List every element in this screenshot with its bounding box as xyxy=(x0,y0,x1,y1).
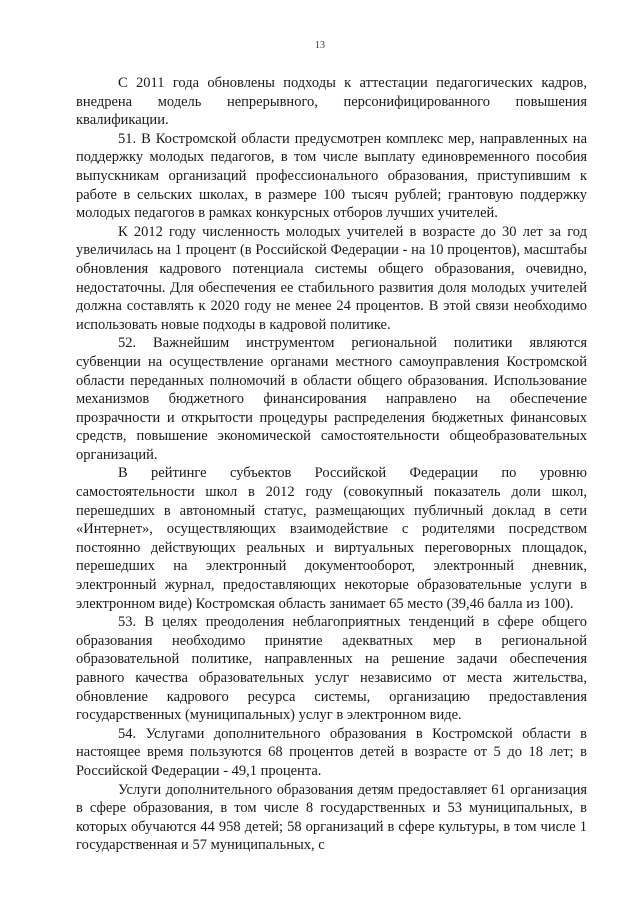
page-number: 13 xyxy=(315,40,325,51)
paragraph-attestation: С 2011 года обновлены подходы к аттестации педагогических кадров, внедрена модель непрерывного, персонифицированного повышения квалификации. xyxy=(76,75,587,129)
paragraph-54-additional-education: 54. Услугами дополнительного образования в Костромской области в настоящее время пользуются 68 процентов детей в возрасте от 5 до 18 лет; в Российской Федерации - 49,1 процента. xyxy=(76,725,587,779)
paragraph-53-measures: 53. В целях преодоления неблагоприятных тенденций в сфере общего образования необходимо принятие адекватных мер в региональной образовательной политике, направленных на решение задачи обеспечения равного качества образовательных услуг независимо от места жительства, обновление кадрового ресурса системы, организацию предоставления государственных (муниципальных) услуг в электронном виде. xyxy=(76,614,587,724)
paragraph-young-teachers-share: К 2012 году численность молодых учителей в возрасте до 30 лет за год увеличилась на 1 процент (в Российской Федерации - на 10 процентов), масштабы обновления кадрового потенциала системы общего образования, очевидно, недостаточны. Для обеспечения ее стабильного развития доля молодых учителей должна составлять к 2020 году не менее 24 процентов. В этой связи необходимо использовать новые подходы в кадровой политике. xyxy=(76,223,587,333)
document-body xyxy=(76,74,587,855)
paragraph-52-subventions: 52. Важнейшим инструментом региональной политики являются субвенции на осуществление органами местного самоуправления Костромской области переданных полномочий в области общего образования. Использование механизмов бюджетного финансирования направлено на обеспечение прозрачности и открытости процедуры распределения бюджетных финансовых средств, повышение экономической самостоятельности общеобразовательных организаций. xyxy=(76,335,587,463)
paragraph-51-young-teachers-support: 51. В Костромской области предусмотрен комплекс мер, направленных на поддержку молодых педагогов, в том числе выплату единовременного пособия выпускникам организаций профессионального образования, приступившим к работе в сельских школах, в размере 100 тысяч рублей; грантовую поддержку молодых педагогов в рамках конкурсных отборов лучших учителей. xyxy=(76,130,587,222)
paragraph-school-rating: В рейтинге субъектов Российской Федерации по уровню самостоятельности школ в 2012 году (совокупный показатель доли школ, перешедших в автономный статус, размещающих публичный доклад в сети «Интернет», осуществляющих взаимодействие с родителями посредством постоянно действующих реальных и виртуальных переговорных площадок, перешедших на электронный документооборот, электронный дневник, электронный журнал, предоставляющих некоторые образовательные услуги в электронном виде) Костромская область занимает 65 место (39,46 балла из 100). xyxy=(76,465,587,612)
paragraph-services-organizations: Услуги дополнительного образования детям предоставляет 61 организация в сфере образования, в том числе 8 государственных и 53 муниципальных, в которых обучаются 44 958 детей; 58 организаций в сфере культуры, в том числе 1 государственная и 57 муниципальных, с xyxy=(76,781,587,854)
